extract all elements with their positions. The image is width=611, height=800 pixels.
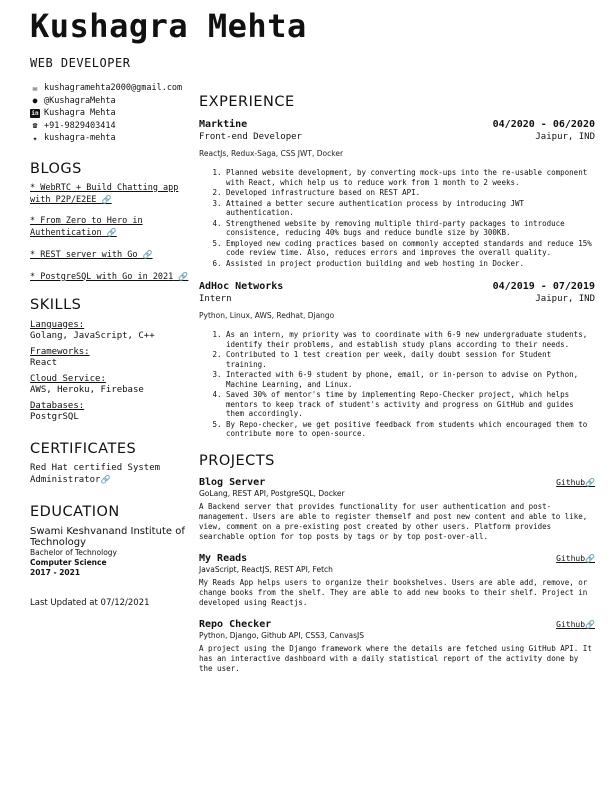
- project-desc: A project using the Django framework where the details are fetched using GitHub API. It has an interactive dashboard with a daily statistical report of the activity done by the user.: [199, 643, 592, 673]
- project-entry: [199, 619, 595, 674]
- job-bullet: 5. By Repo-checker, we get positive feedback from students which encouraged them to contribute more to open-source.: [226, 420, 595, 439]
- project-github-link[interactable]: Github🔗: [556, 477, 595, 487]
- resume-name: Kushagra Mehta: [30, 7, 307, 45]
- job-bullet: 4. Strengthened website by removing multiple third-party packages to introduce consistence, reducing 40% bugs and reduce bundle size by 300KB.: [226, 219, 595, 238]
- job-bullet: 2. Developed infrastructure based on REST API.: [226, 188, 595, 198]
- job-bullets: [199, 330, 595, 439]
- skill-label: Languages:: [30, 319, 85, 330]
- link-icon: 🔗: [585, 477, 595, 487]
- project-entry: [199, 477, 595, 542]
- job-company: AdHoc Networks: [199, 281, 284, 292]
- link-icon: 🔗: [178, 271, 189, 281]
- project-name: Blog Server: [199, 476, 266, 488]
- job-bullets: [199, 168, 595, 268]
- job-bullet: 1. Planned website development, by converting mock-ups into the re-usable component with React, which help us to reduce work from 1 month to 2 weeks.: [226, 168, 595, 187]
- job-bullet: 3. Attained a better secure authentication process by introducing JWT authentication.: [226, 199, 595, 218]
- project-tech: JavaScript, ReactJS, REST API, Fetch: [199, 564, 333, 574]
- skills-heading: SKILLS: [30, 296, 82, 313]
- blog-link[interactable]: * PostgreSQL with Go in 2021 🔗: [30, 271, 189, 282]
- job-entry: [199, 280, 595, 439]
- project-tech: GoLang, REST API, PostgreSQL, Docker: [199, 488, 345, 498]
- envelope-icon: ✉: [32, 83, 38, 93]
- project-name: My Reads: [199, 552, 248, 564]
- skill-value: PostgrSQL: [30, 411, 79, 422]
- job-entry: [199, 118, 595, 268]
- education-school: Swami Keshvanand Institute of Technology: [30, 525, 185, 548]
- education-degree: Bachelor of Technology: [30, 547, 117, 557]
- link-icon: 🔗: [106, 227, 117, 237]
- blog-link[interactable]: * WebRTC + Build Chatting app with P2P/E2EE 🔗: [30, 182, 179, 205]
- github-icon: ●: [32, 96, 38, 106]
- education-years: 2017 - 2021: [30, 567, 81, 577]
- job-tech: Python, Linux, AWS, Redhat, Django: [199, 311, 335, 320]
- skill-label: Cloud Service:: [30, 373, 106, 384]
- project-github-link[interactable]: Github🔗: [556, 619, 595, 629]
- project-name: Repo Checker: [199, 618, 272, 630]
- project-github-link[interactable]: Github🔗: [556, 553, 595, 563]
- contact-twitter[interactable]: ✦ kushagra-mehta: [30, 132, 192, 145]
- skill-group: [30, 346, 192, 369]
- skill-value: Golang, JavaScript, C++: [30, 330, 155, 341]
- job-dates: 04/2020 - 06/2020: [492, 119, 595, 130]
- blog-link[interactable]: * From Zero to Hero in Authentication 🔗: [30, 215, 143, 238]
- skill-label: Frameworks:: [30, 346, 90, 357]
- job-bullet: 6. Assisted in project production building and web hosting in Docker.: [226, 259, 595, 269]
- projects-heading: PROJECTS: [199, 452, 275, 469]
- education-heading: EDUCATION: [30, 503, 120, 520]
- skill-label: Databases:: [30, 400, 85, 411]
- link-icon: 🔗: [101, 194, 112, 204]
- skill-group: [30, 319, 192, 342]
- link-icon: 🔗: [142, 249, 153, 259]
- left-column: [30, 82, 192, 608]
- skill-value: React: [30, 357, 58, 368]
- blog-link[interactable]: * REST server with Go 🔗: [30, 249, 153, 260]
- experience-heading: EXPERIENCE: [199, 94, 295, 110]
- blogs-heading: BLOGS: [30, 160, 82, 177]
- certificate-item[interactable]: Red Hat certified System Administrator🔗: [30, 462, 161, 485]
- job-bullet: 2. Contributed to 1 test creation per week, daily doubt session for Student training.: [226, 350, 595, 369]
- job-location: Jaipur, IND: [535, 132, 595, 142]
- job-bullet: 1. As an intern, my priority was to coordinate with 6-9 new undergraduate students, identify their problems, and establish study plans according to their needs.: [226, 330, 595, 349]
- job-tech: ReactJs, Redux-Saga, CSS JWT, Docker: [199, 149, 344, 158]
- contact-phone[interactable]: ☎ +91-9829403414: [30, 120, 192, 133]
- skill-value: AWS, Heroku, Firebase: [30, 384, 144, 395]
- job-bullet: 5. Employed new coding practices based on commonly accepted standards and reduce 15% code review time. Also, reduces errors and improves the overall quality.: [226, 239, 595, 258]
- job-dates: 04/2019 - 07/2019: [492, 281, 595, 292]
- skill-group: [30, 400, 192, 423]
- certificates-heading: CERTIFICATES: [30, 440, 137, 457]
- resume-role: WEB DEVELOPER: [30, 56, 131, 70]
- job-bullet: 4. Saved 30% of mentor's time by implementing Repo-Checker project, which helps mentors to keep track of student's activity and progress on GitHub and guides them accordingly.: [226, 390, 595, 419]
- twitter-icon: ✦: [32, 133, 38, 143]
- education-major: Computer Science: [30, 557, 107, 567]
- last-updated: Last Updated at 07/12/2021: [30, 597, 150, 608]
- linkedin-icon: in: [31, 109, 39, 117]
- link-icon: 🔗: [585, 619, 595, 629]
- contact-github[interactable]: ● @KushagraMehta: [30, 95, 192, 108]
- project-entry: [199, 553, 595, 608]
- contact-email[interactable]: ✉ kushagramehta2000@gmail.com: [30, 82, 192, 95]
- contact-list: [30, 82, 192, 145]
- project-desc: My Reads App helps users to organize their bookshelves. Users are able add, remove, or change books from the shelf. They are able to add new books to their shelf. Project in developed using Reactjs.: [199, 577, 588, 607]
- skill-group: [30, 373, 192, 396]
- phone-icon: ☎: [32, 121, 38, 131]
- job-title: Intern: [199, 294, 232, 304]
- job-location: Jaipur, IND: [535, 294, 595, 304]
- project-desc: A Backend server that provides functionality for user authentication and post-management. Users are able to register themself and post new content and able to like, view, comment on a pre-existing post created by other users. Platform provides searchable option for top posts by tags or by top post-over-all.: [199, 501, 588, 541]
- right-column: [199, 94, 595, 685]
- job-title: Front-end Developer: [199, 132, 302, 142]
- link-icon: 🔗: [585, 553, 595, 563]
- project-tech: Python, Django, Github API, CSS3, CanvasJS: [199, 630, 365, 640]
- link-icon: 🔗: [100, 474, 111, 484]
- contact-linkedin[interactable]: in Kushagra Mehta: [31, 108, 116, 118]
- job-bullet: 3. Interacted with 6-9 student by phone, email, or in-person to advise on Python, Machine Learning, and Linux.: [226, 370, 595, 389]
- job-company: Marktine: [199, 119, 248, 130]
